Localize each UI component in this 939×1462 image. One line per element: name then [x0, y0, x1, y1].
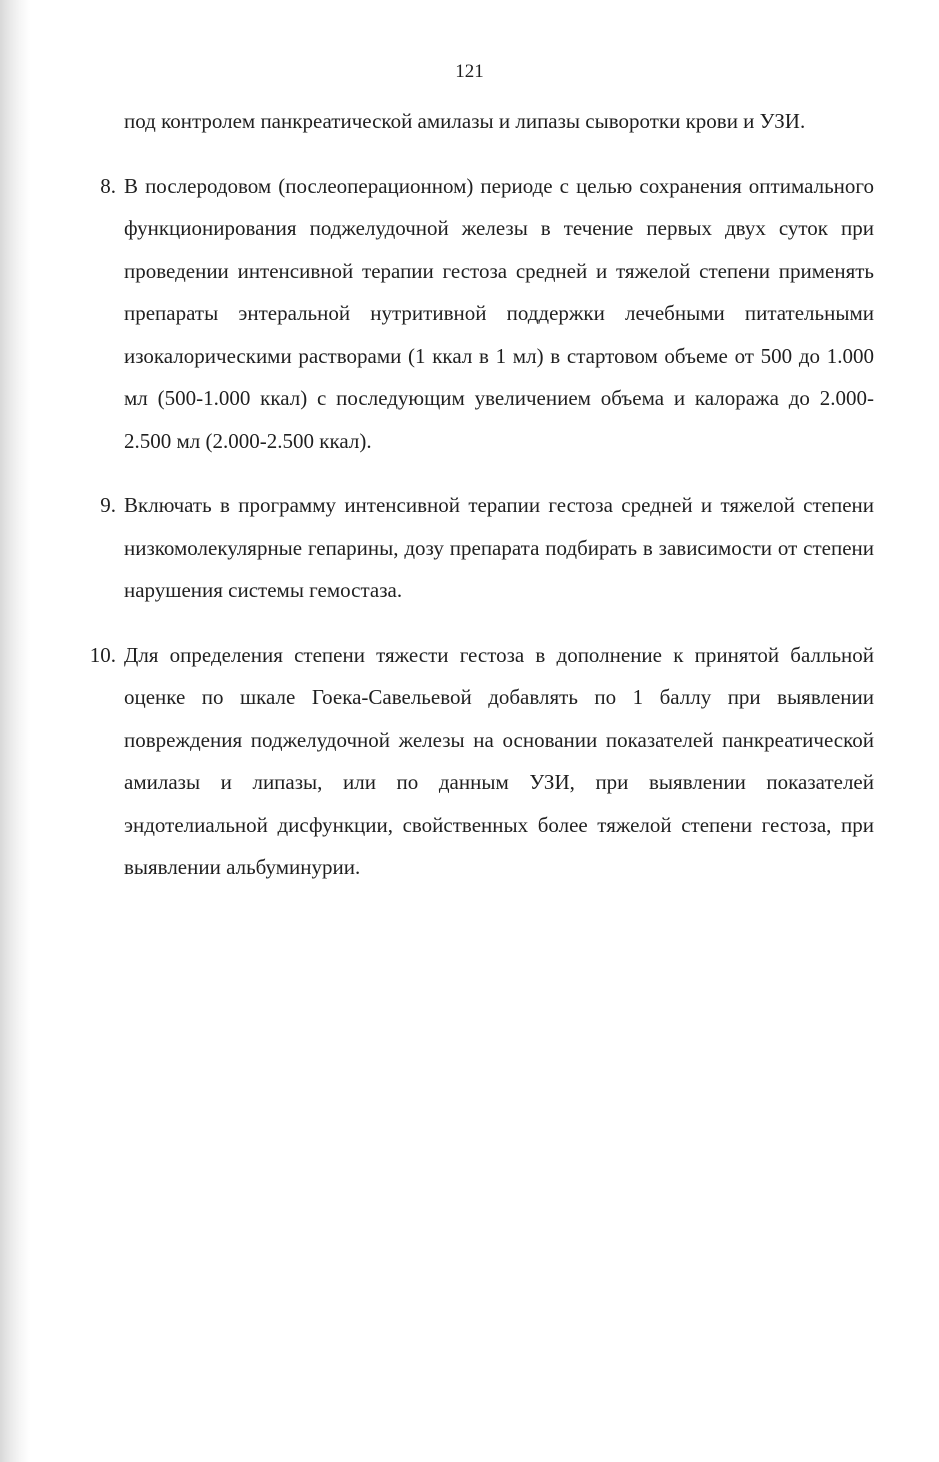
list-item-text: Включать в программу интенсивной терапии гестоза средней и тяжелой степени низкомолекулярные гепарины, дозу препарата подбирать в зависимости от степени нарушения системы гемостаза.	[124, 493, 874, 602]
list-item-number: 9.	[100, 493, 116, 517]
list-item-text: Для определения степени тяжести гестоза в дополнение к принятой балльной оценке по шкале Гоека-Савельевой добавлять по 1 баллу при выявлении повреждения поджелудочной железы на основании показателей панкреатической амилазы и липазы, или по данным УЗИ, при выявлении показателей эндотелиальной дисфункции, свойственных более тяжелой степени гестоза, при выявлении альбуминурии.	[124, 642, 874, 879]
list-item-number: 10.	[89, 642, 116, 667]
page-number: 121	[455, 61, 484, 82]
list-item-8	[100, 165, 874, 463]
list-item-number: 8.	[100, 173, 116, 198]
continued-paragraph: под контролем панкреатической амилазы и липазы сыворотки крови и УЗИ.	[124, 109, 806, 133]
document-body	[0, 100, 939, 889]
list-item-text: В послеродовом (послеоперационном) периоде с целью сохранения оптимального функционирования поджелудочной железы в течение первых двух суток при проведении интенсивной терапии гестоза средней и тяжелой степени применять препараты энтеральной нутритивной поддержки лечебными питательными изокалорическими растворами (1 ккал в 1 мл) в стартовом объеме от 500 до 1.000 мл (500-1.000 ккал) с последующим увеличением объема и калоража до 2.000-2.500 мл (2.000-2.500 ккал).	[124, 173, 874, 453]
list-item-10	[89, 634, 874, 889]
list-item-9	[100, 484, 874, 612]
